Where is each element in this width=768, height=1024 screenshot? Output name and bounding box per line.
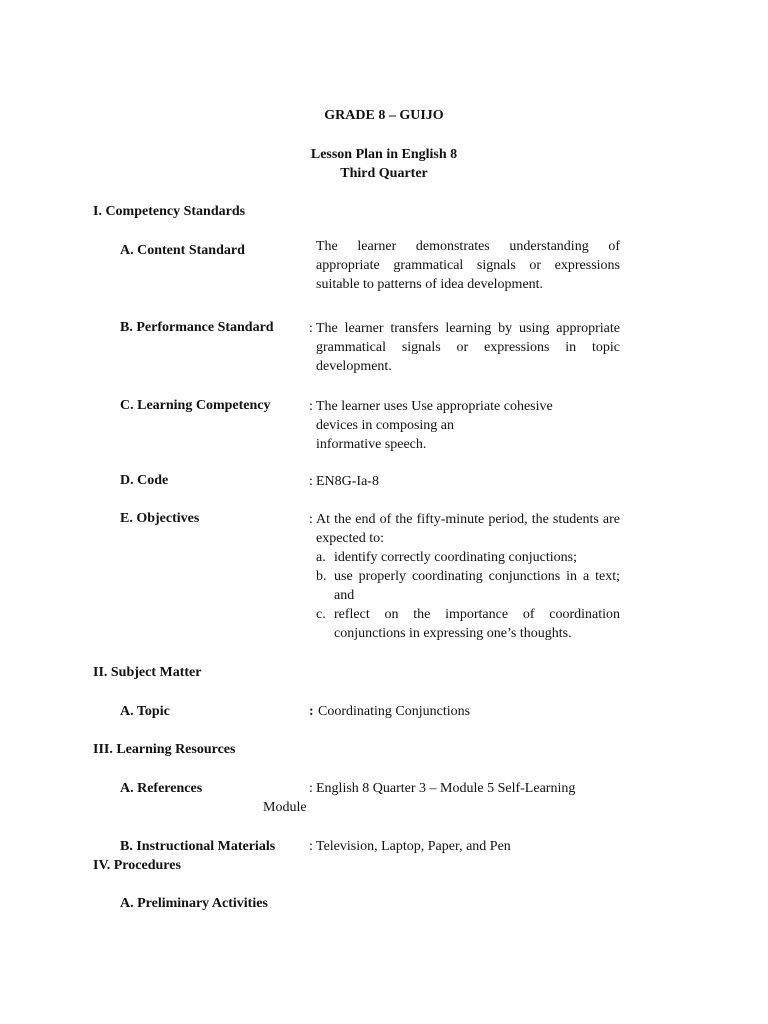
performance-standard-text: The learner transfers learning by using appropriate grammatical signals or expressions in topic development. — [316, 321, 620, 374]
objective-text: use properly coordinating conjunctions in a text; and — [334, 569, 620, 603]
objectives-intro: At the end of the fifty-minute period, the students are expected to: — [316, 512, 620, 546]
content-standard-label: A. Content Standard — [120, 243, 245, 258]
code-value: EN8G-Ia-8 — [316, 474, 379, 489]
objective-item — [316, 548, 620, 567]
colon-separator: : — [309, 839, 313, 854]
colon-separator: : — [309, 704, 314, 719]
section-heading-subject-matter: II. Subject Matter — [93, 665, 202, 680]
learning-competency-label: C. Learning Competency — [120, 398, 271, 413]
learning-competency-line-3: informative speech. — [316, 437, 427, 452]
document-grade-heading: GRADE 8 – GUIJO — [324, 108, 444, 123]
references-line-2: Module — [263, 800, 307, 815]
learning-competency-line-1: The learner uses Use appropriate cohesive — [316, 399, 553, 414]
objective-item — [316, 605, 620, 643]
performance-standard-label: B. Performance Standard — [120, 320, 274, 335]
topic-label: A. Topic — [120, 704, 170, 719]
objectives-label: E. Objectives — [120, 511, 200, 526]
document-quarter: Third Quarter — [340, 166, 428, 181]
section-heading-learning-resources: III. Learning Resources — [93, 742, 236, 757]
objective-item — [316, 567, 620, 605]
instructional-materials-label: B. Instructional Materials — [120, 839, 276, 854]
references-label: A. References — [120, 781, 203, 796]
section-heading-procedures: IV. Procedures — [93, 858, 181, 873]
code-label: D. Code — [120, 473, 169, 488]
colon-separator: : — [309, 512, 313, 527]
colon-separator: : — [309, 399, 313, 414]
content-standard-text: The learner demonstrates understanding of appropriate grammatical signals or expressions suitable to patterns of idea development. — [316, 239, 620, 292]
document-title: Lesson Plan in English 8 — [310, 147, 458, 162]
objective-text: reflect on the importance of coordination conjunctions in expressing one’s thoughts. — [334, 607, 620, 641]
objective-marker: c. — [316, 607, 326, 622]
instructional-materials-value: Television, Laptop, Paper, and Pen — [316, 839, 511, 854]
topic-value: Coordinating Conjunctions — [318, 704, 471, 719]
objective-marker: b. — [316, 569, 327, 584]
references-line-1: English 8 Quarter 3 – Module 5 Self-Learning — [316, 781, 576, 796]
objective-marker: a. — [316, 550, 326, 565]
section-heading-competency: I. Competency Standards — [93, 204, 246, 219]
learning-competency-line-2: devices in composing an — [316, 418, 455, 433]
colon-separator: : — [309, 321, 313, 336]
preliminary-activities-label: A. Preliminary Activities — [120, 896, 268, 911]
objective-text: identify correctly coordinating conjuctions; — [334, 550, 577, 565]
colon-separator: : — [309, 474, 313, 489]
colon-separator: : — [309, 781, 313, 796]
